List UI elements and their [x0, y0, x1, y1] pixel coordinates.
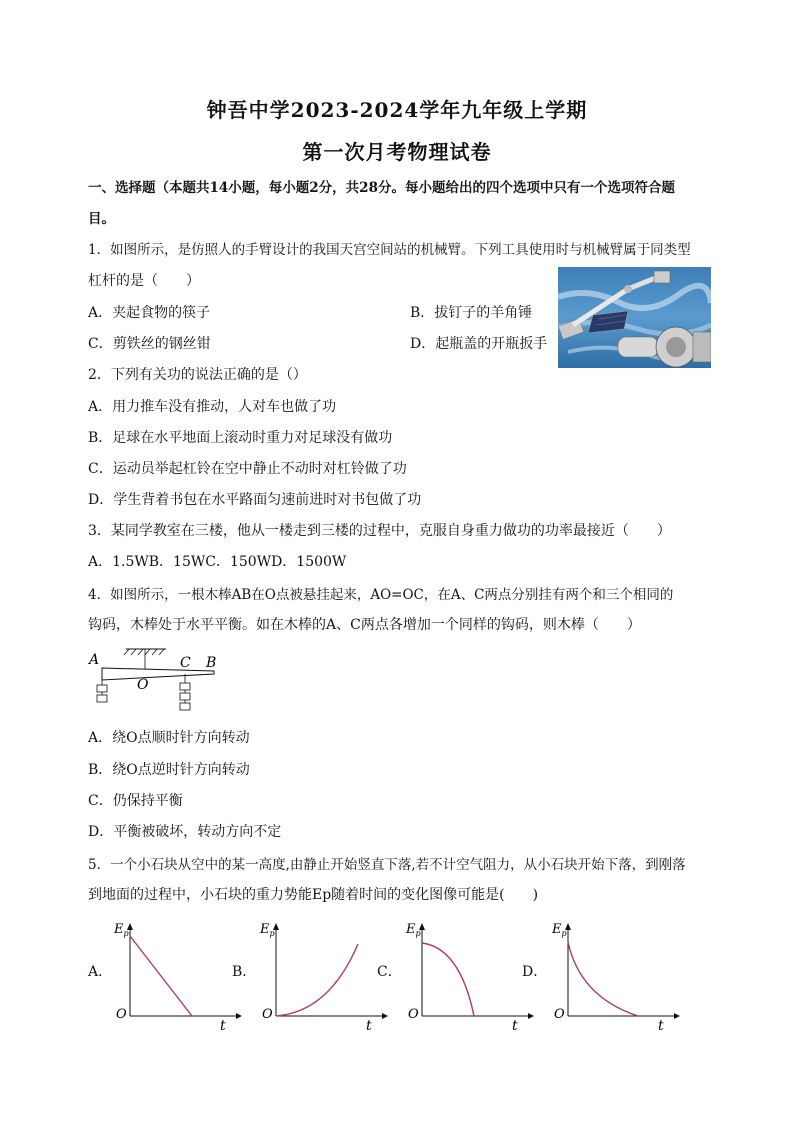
lever-diagram	[86, 640, 226, 720]
q1-stem-cont: 杠杆的是（ ）	[88, 273, 200, 289]
q4-option-b: B．绕O点逆时针方向转动	[88, 762, 250, 778]
q1-stem: 1．如图所示，是仿照人的手臂设计的我国天宫空间站的机械臂。下列工具使用时与机械臂属于同类型	[88, 242, 691, 258]
svg-text:Ep: $E_p$	[406, 922, 421, 938]
q4-option-c: C．仍保持平衡	[88, 793, 183, 809]
lever-label-a: A	[89, 652, 100, 668]
lever-label-c: C	[180, 655, 191, 671]
space-station-arm-image	[558, 267, 711, 368]
section-heading-cont: 目。	[88, 211, 115, 227]
q4-stem: 4．如图所示，一根木棒AB在O点被悬挂起来，AO=OC，在A、C两点分别挂有两个和三个相同的	[88, 587, 674, 603]
q1-option-d: D．起瓶盖的开瓶扳手	[410, 336, 548, 352]
q2-stem: 2．下列有关功的说法正确的是（）	[88, 367, 307, 383]
q2-option-b: B．足球在水平地面上滚动时重力对足球没有做功	[88, 430, 393, 446]
svg-text:t: t	[220, 1018, 226, 1032]
q3-stem: 3．某同学教室在三楼，他从一楼走到三楼的过程中，克服自身重力做功的功率最接近（ ）	[88, 523, 671, 539]
svg-text:Ep: $E_p$	[552, 922, 567, 938]
q5-stem: 5．一个小石块从空中的某一高度,由静止开始竖直下落,若不计空气阻力，从小石块开始下落，到刚落	[88, 857, 686, 873]
exam-title-line2: 第一次月考物理试卷	[302, 140, 492, 164]
svg-text:t: t	[658, 1018, 664, 1032]
svg-text:O: O	[554, 1007, 565, 1022]
q1-option-a: A．夹起食物的筷子	[88, 305, 211, 321]
q5-graph-a-label: A．	[88, 964, 113, 980]
svg-text:Ep: $E_p$	[114, 922, 129, 938]
section-heading: 一、选择题（本题共14小题，每小题2分，共28分。每小题给出的四个选项中只有一个选项符合题	[88, 180, 675, 196]
q4-option-d: D．平衡被破坏，转动方向不定	[88, 824, 282, 840]
svg-text:O: O	[262, 1007, 273, 1022]
svg-text:t: t	[366, 1018, 372, 1032]
exam-title-line1: 钟吾中学2023-2024学年九年级上学期	[206, 98, 588, 122]
q1-option-b: B．拔钉子的羊角锤	[410, 305, 533, 321]
q4-stem-cont: 钩码，木棒处于水平平衡。如在木棒的A、C两点各增加一个同样的钩码，则木棒（ ）	[88, 617, 641, 633]
svg-text:t: t	[512, 1018, 518, 1032]
q2-option-d: D．学生背着书包在水平路面匀速前进时对书包做了功	[88, 492, 422, 508]
svg-text:O: O	[408, 1007, 419, 1022]
svg-text:O: O	[116, 1007, 127, 1022]
q5-graph-b	[254, 912, 394, 1032]
q5-graph-d-label: D．	[522, 964, 548, 980]
q5-graph-b-label: B．	[232, 964, 257, 980]
q5-graph-d	[546, 912, 686, 1032]
lever-label-o: O	[137, 677, 149, 693]
q1-option-c: C．剪铁丝的钢丝钳	[88, 336, 211, 352]
q2-option-c: C．运动员举起杠铃在空中静止不动时对杠铃做了功	[88, 461, 407, 477]
q5-graph-a	[108, 912, 248, 1032]
q2-option-a: A．用力推车没有推动，人对车也做了功	[88, 399, 337, 415]
lever-label-b: B	[206, 655, 217, 671]
q3-options: A．1.5WB．15WC．150WD．1500W	[88, 554, 347, 570]
q5-graph-c-label: C．	[377, 964, 402, 980]
svg-text:Ep: $E_p$	[260, 922, 275, 938]
q5-stem-cont: 到地面的过程中，小石块的重力势能Ep随着时间的变化图像可能是( )	[88, 887, 539, 903]
q4-option-a: A．绕O点顺时针方向转动	[88, 730, 250, 746]
q5-graph-c	[400, 912, 540, 1032]
